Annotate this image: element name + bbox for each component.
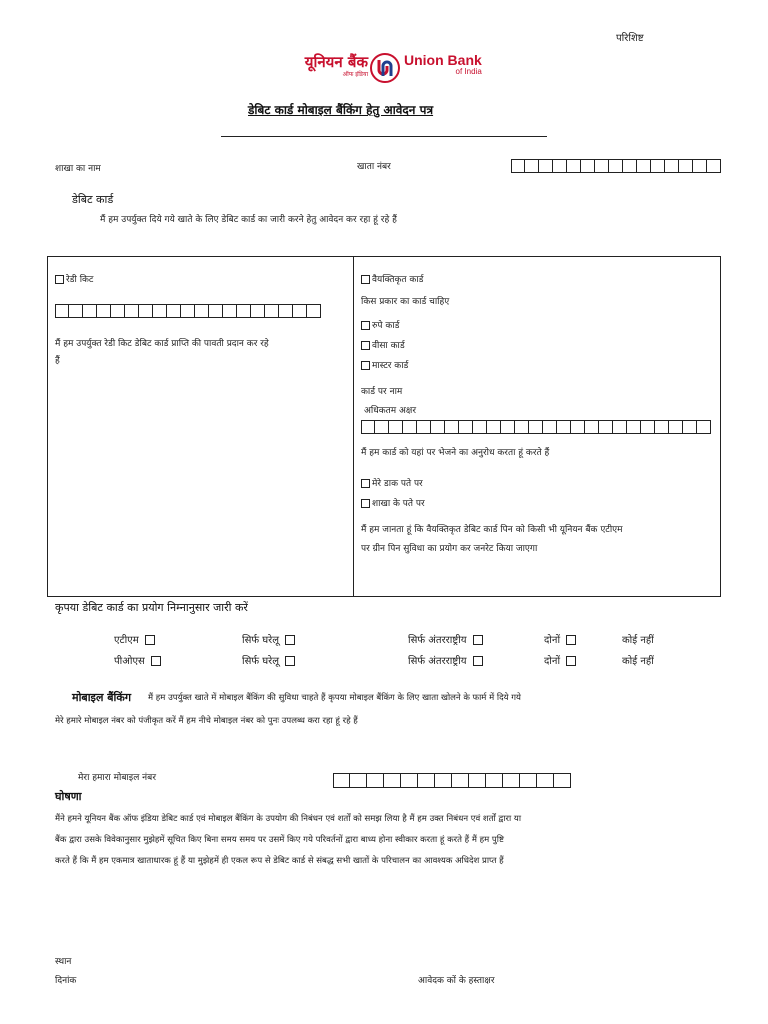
char-box[interactable]: [83, 304, 97, 318]
title-divider: [221, 136, 547, 137]
send-to-postal-address[interactable]: [361, 476, 423, 489]
pos-channel-checkbox[interactable]: [151, 656, 161, 666]
atm-international-checkbox[interactable]: [473, 635, 483, 645]
declaration-heading: घोषणा: [55, 790, 82, 803]
usage-row-pos-channel: [114, 653, 163, 667]
channel-label: एटीएम: [114, 635, 139, 646]
ready-kit-label: रेडी किट: [66, 275, 94, 285]
char-box[interactable]: [503, 773, 520, 788]
mobile-banking-heading: मोबाइल बैंकिंग: [72, 691, 132, 704]
char-box[interactable]: [69, 304, 83, 318]
char-box[interactable]: [539, 159, 553, 173]
appendix-label: परिशिष्ट: [616, 33, 644, 44]
postal-address-label: मेरे डाक पते पर: [372, 479, 423, 489]
ready-kit-checkbox[interactable]: [55, 275, 64, 284]
char-box[interactable]: [265, 304, 279, 318]
char-box[interactable]: [627, 420, 641, 434]
char-box[interactable]: [55, 304, 69, 318]
logo-english-name: Union Bank: [404, 52, 482, 68]
rupay-checkbox[interactable]: [361, 321, 370, 330]
char-box[interactable]: [125, 304, 139, 318]
char-box[interactable]: [367, 773, 384, 788]
atm-both-checkbox[interactable]: [566, 635, 576, 645]
option-label: सिर्फ घरेलू: [242, 635, 280, 646]
char-box[interactable]: [585, 420, 599, 434]
ready-kit-number-boxes[interactable]: [55, 304, 321, 318]
char-box[interactable]: [557, 420, 571, 434]
char-box[interactable]: [707, 159, 721, 173]
declaration-line-2: बैंक द्वारा उसके विवेकानुसार मुझेहमें सूचित किए बिना समय समय पर उसमें किए गये परिवर्तनों द्वारा बाध्य होना स्वीकार करता हूं करते हैं मैं हम पुष्टि: [55, 835, 504, 845]
char-box[interactable]: [697, 420, 711, 434]
applicant-signature-label: आवेदक कों के हस्ताक्षर: [418, 976, 495, 986]
ready-kit-receipt-line-2: हैं: [55, 356, 60, 366]
char-box[interactable]: [209, 304, 223, 318]
char-box[interactable]: [609, 159, 623, 173]
card-type-visa[interactable]: [361, 338, 405, 351]
char-box[interactable]: [417, 420, 431, 434]
char-box[interactable]: [307, 304, 321, 318]
mobile-number-boxes[interactable]: [333, 773, 571, 788]
logo-hindi-name: यूनियन बैंक: [304, 53, 368, 71]
char-box[interactable]: [251, 304, 265, 318]
visa-checkbox[interactable]: [361, 341, 370, 350]
branch-address-checkbox[interactable]: [361, 499, 370, 508]
declaration-line-3: करते हैं कि मैं हम एकमात्र खाताधारक हूं हैं या मुझेहमें ही एकल रूप से डेबिट कार्ड से संबद्ध सभी खातों के परिचालन का आवश्यक अधिदेश प्राप्त हैं: [55, 856, 504, 866]
mobile-number-label: मेरा हमारा मोबाइल नंबर: [78, 773, 156, 783]
char-box[interactable]: [167, 304, 181, 318]
char-box[interactable]: [655, 420, 669, 434]
debit-card-intro: मैं हम उपर्युक्त दिये गये खाते के लिए डेबिट कार्ड का जारी करने हेतु आवेदन कर रहा हूं रहे हैं: [100, 215, 397, 225]
option-label: कोई नहीं: [622, 635, 654, 646]
union-bank-logo-icon: [370, 53, 400, 83]
usage-atm-none[interactable]: [622, 632, 654, 646]
master-checkbox[interactable]: [361, 361, 370, 370]
pos-international-checkbox[interactable]: [473, 656, 483, 666]
send-card-request: मैं हम कार्ड को यहां पर भेजने का अनुरोध करता हूं करते हैं: [361, 448, 550, 458]
mobile-banking-text-1: मैं हम उपर्युक्त खाते में मोबाइल बैंकिंग की सुविधा चाहते हैं कृपया मोबाइल बैंकिंग के लिए खाता खोलने के फार्म में दिये गये: [148, 693, 521, 703]
option-label: दोनों: [544, 635, 561, 646]
char-box[interactable]: [469, 773, 486, 788]
char-box[interactable]: [669, 420, 683, 434]
char-box[interactable]: [543, 420, 557, 434]
char-box[interactable]: [223, 304, 237, 318]
green-pin-line-1: मैं हम जानता हूं कि वैयक्तिकृत डेबिट कार्ड पिन को किसी भी यूनियन बैंक एटीएम: [361, 525, 623, 535]
atm-domestic-checkbox[interactable]: [285, 635, 295, 645]
account-number-label: खाता नंबर: [357, 162, 391, 172]
place-label: स्थान: [55, 957, 72, 967]
channel-label: पीओएस: [114, 656, 145, 667]
char-box[interactable]: [679, 159, 693, 173]
char-box[interactable]: [403, 420, 417, 434]
char-box[interactable]: [293, 304, 307, 318]
char-box[interactable]: [487, 420, 501, 434]
char-box[interactable]: [529, 420, 543, 434]
char-box[interactable]: [637, 159, 651, 173]
usage-atm-international[interactable]: [408, 632, 485, 646]
usage-pos-domestic[interactable]: [242, 653, 297, 667]
char-box[interactable]: [683, 420, 697, 434]
char-box[interactable]: [418, 773, 435, 788]
char-box[interactable]: [693, 159, 707, 173]
char-box[interactable]: [139, 304, 153, 318]
account-number-boxes[interactable]: [511, 159, 721, 173]
char-box[interactable]: [613, 420, 627, 434]
char-box[interactable]: [537, 773, 554, 788]
rupay-label: रुपे कार्ड: [372, 321, 400, 331]
char-box[interactable]: [333, 773, 350, 788]
char-box[interactable]: [554, 773, 571, 788]
option-label: कोई नहीं: [622, 656, 654, 667]
char-box[interactable]: [195, 304, 209, 318]
usage-row-atm-channel: [114, 632, 157, 646]
pos-both-checkbox[interactable]: [566, 656, 576, 666]
char-box[interactable]: [237, 304, 251, 318]
name-on-card-label: कार्ड पर नाम: [361, 387, 403, 397]
usage-atm-domestic[interactable]: [242, 632, 297, 646]
usage-pos-none[interactable]: [622, 653, 654, 667]
char-box[interactable]: [375, 420, 389, 434]
card-type-question: किस प्रकार का कार्ड चाहिए: [361, 297, 450, 307]
char-box[interactable]: [525, 159, 539, 173]
char-box[interactable]: [350, 773, 367, 788]
usage-pos-international[interactable]: [408, 653, 485, 667]
pos-domestic-checkbox[interactable]: [285, 656, 295, 666]
char-box[interactable]: [553, 159, 567, 173]
char-box[interactable]: [435, 773, 452, 788]
postal-address-checkbox[interactable]: [361, 479, 370, 488]
char-box[interactable]: [599, 420, 613, 434]
name-on-card-boxes[interactable]: [361, 420, 711, 434]
char-box[interactable]: [595, 159, 609, 173]
bank-logo: [272, 52, 502, 86]
char-box[interactable]: [581, 159, 595, 173]
green-pin-line-2: पर ग्रीन पिन सुविधा का प्रयोग कर जनरेट किया जाएगा: [361, 544, 538, 554]
atm-channel-checkbox[interactable]: [145, 635, 155, 645]
usage-atm-both[interactable]: [544, 632, 578, 646]
form-title: डेबिट कार्ड मोबाइल बैंकिंग हेतु आवेदन पत्र: [248, 103, 434, 117]
char-box[interactable]: [567, 159, 581, 173]
option-label: सिर्फ घरेलू: [242, 656, 280, 667]
ready-kit-receipt-line-1: मैं हम उपर्युक्त रेडी किट डेबिट कार्ड प्राप्ति की पावती प्रदान कर रहे: [55, 339, 269, 349]
ready-kit-option[interactable]: [55, 272, 93, 285]
char-box[interactable]: [111, 304, 125, 318]
char-box[interactable]: [473, 420, 487, 434]
char-box[interactable]: [445, 420, 459, 434]
date-label: दिनांक: [55, 976, 77, 986]
option-label: दोनों: [544, 656, 561, 667]
personalized-card-option[interactable]: [361, 272, 423, 285]
char-box[interactable]: [665, 159, 679, 173]
char-box[interactable]: [452, 773, 469, 788]
char-box[interactable]: [520, 773, 537, 788]
debit-card-heading: डेबिट कार्ड: [72, 193, 114, 206]
logo-hindi-tagline: ऑफ इंडिया: [342, 71, 368, 78]
char-box[interactable]: [384, 773, 401, 788]
char-box[interactable]: [459, 420, 473, 434]
option-label: सिर्फ अंतरराष्ट्रीय: [408, 656, 467, 667]
master-label: मास्टर कार्ड: [372, 361, 409, 371]
branch-name-label: शाखा का नाम: [55, 164, 101, 174]
branch-address-label: शाखा के पते पर: [372, 499, 425, 509]
panel-divider: [353, 256, 354, 597]
mobile-banking-text-2: मेरे हमारे मोबाइल नंबर को पंजीकृत करें मैं हम नीचे मोबाइल नंबर को पुनः उपलब्ध करा रहा हूं रहे हैं: [55, 716, 358, 726]
usage-pos-both[interactable]: [544, 653, 578, 667]
char-box[interactable]: [651, 159, 665, 173]
char-box[interactable]: [401, 773, 418, 788]
usage-heading: कृपया डेबिट कार्ड का प्रयोग निम्नानुसार जारी करें: [55, 601, 248, 614]
personalized-card-label: वैयक्तिकृत कार्ड: [372, 275, 424, 285]
declaration-line-1: मैंने हमने यूनियन बैंक ऑफ इंडिया डेबिट कार्ड एवं मोबाइल बैंकिंग के उपयोग की निबंधन एवं शर्तों को समझ लिया है मैं हम उक्त निबंधन एवं शर्तों द्वारा या: [55, 814, 522, 824]
char-box[interactable]: [486, 773, 503, 788]
char-box[interactable]: [153, 304, 167, 318]
char-box[interactable]: [361, 420, 375, 434]
card-type-rupay[interactable]: [361, 318, 399, 331]
visa-label: वीसा कार्ड: [372, 341, 405, 351]
max-chars-label: अधिकतम अक्षर: [364, 406, 417, 416]
char-box[interactable]: [181, 304, 195, 318]
card-type-master[interactable]: [361, 358, 408, 371]
char-box[interactable]: [431, 420, 445, 434]
char-box[interactable]: [515, 420, 529, 434]
char-box[interactable]: [279, 304, 293, 318]
char-box[interactable]: [501, 420, 515, 434]
personalized-card-checkbox[interactable]: [361, 275, 370, 284]
char-box[interactable]: [97, 304, 111, 318]
char-box[interactable]: [641, 420, 655, 434]
send-to-branch-address[interactable]: [361, 496, 425, 509]
char-box[interactable]: [389, 420, 403, 434]
logo-english-sub: of India: [455, 67, 482, 76]
char-box[interactable]: [623, 159, 637, 173]
option-label: सिर्फ अंतरराष्ट्रीय: [408, 635, 467, 646]
char-box[interactable]: [571, 420, 585, 434]
char-box[interactable]: [511, 159, 525, 173]
